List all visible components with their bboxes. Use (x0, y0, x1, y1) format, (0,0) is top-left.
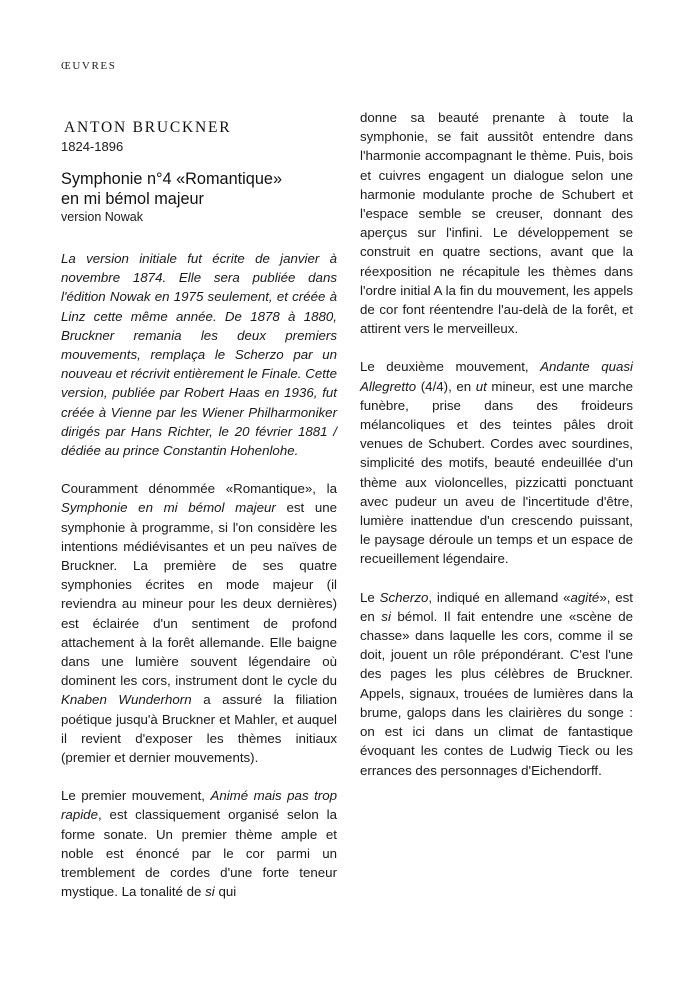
italic-text: Scherzo (379, 589, 429, 605)
right-column (360, 108, 633, 780)
text-run: , est classiquement organisé selon la forme sonate. Un premier thème ample et noble est énoncé par le cor parmi un tremblement de cordes d'une forte teneur mystique. La tonalité de (61, 807, 337, 900)
work-title-line-1: Symphonie n°4 «Romantique» (61, 170, 283, 188)
text-run: bémol. Il fait entendre une «scène de chasse» dans laquelle les cors, comme il se doit, jouent un rôle prépondérant. C'est l'une des pages les plus célèbres de Bruckner. Appels, signaux, trouées de lumières dans la brume, galops dans les clairières du songe : on est ici dans un climat de fantastique évoquant les contes de Ludwig Tieck ou les errances des personnages d'Eichendorff. (360, 608, 633, 778)
section-header: ŒUVRES (61, 60, 117, 72)
italic-text: Animé mais pas trop rapide (61, 788, 337, 823)
text-run: Le (360, 589, 380, 605)
text-run: qui (214, 884, 237, 900)
text-run: , indiqué en allemand « (428, 589, 571, 605)
composer-dates: 1824-1896 (61, 139, 124, 154)
text-run: Le premier mouvement, (61, 788, 211, 804)
work-title (61, 169, 337, 209)
text-run: (4/4), en (416, 378, 476, 394)
text-run: est une symphonie à programme, si l'on considère les intentions médiévisantes et un peu naïves de Bruckner. La première de ses quatre symphonies écrites en mode majeur (il reviendra au mineur pour les deux dernières) est éclairée d'un sentiment de profond attachement à la forêt allemande. Elle baigne dans une lumière souvent légendaire où dominent les cors, instrument dont le cycle du (61, 500, 338, 689)
italic-text: agité (570, 589, 600, 605)
text-run: a assuré la filiation poétique jusqu'à Bruckner et Mahler, et auquel il revient d'exposer les thèmes initiaux (premier et dernier mouvements). (61, 692, 337, 766)
text-run: mineur, est une marche funèbre, prise dans des froideurs mélancoliques et des teintes pâles droit venues de Schubert. Cordes avec sourdines, simplicité des motifs, beauté endeuillée d'un thème aux violoncelles, pizzicatti ponctuant avec pudeur un aveu de l'incertitude d'être, lumière inattendue d'un crescendo puissant, le paysage déroule un temps et un espace de recueillement légendaire. (360, 378, 633, 567)
italic-text: si (205, 884, 215, 900)
work-title-line-2: en mi bémol majeur (61, 190, 204, 208)
italic-text: Andante quasi Allegretto (360, 359, 633, 394)
text-run: Le deuxième mouvement, (360, 359, 541, 375)
paragraph-first-movement (61, 786, 337, 901)
intro-paragraph: La version initiale fut écrite de janvier à novembre 1874. Elle sera publiée dans l'édition Nowak en 1975 seulement, et créée à Linz cette même année. De 1878 à 1880, Bruckner remania les deux premiers mouvements, remplaça le Scherzo par un nouveau et récrivit entièrement le Finale. Cette version, publiée par Robert Haas en 1936, fut créée à Vienne par les Wiener Philharmoniker dirigés par Hans Richter, le 20 février 1881 / dédiée au prince Constantin Hohenlohe. (61, 251, 337, 459)
paragraph-continuation: donne sa beauté prenante à toute la symphonie, se fait aussitôt entendre dans l'harmonie accompagnant le thème. Puis, bois et cuivres engagent un dialogue selon une harmonie modulante proche de Schubert et l'espace semble se creuser, donnant des aperçus sur l'infini. Le développement se construit en quatre sections, avant que la réexposition ne récapitule les thèmes dans l'ordre initial A la fin du mouvement, les appels de cor font réentendre l'au-delà de la forêt, et attirent vers le merveilleux. (360, 110, 633, 337)
version-note: version Nowak (61, 210, 143, 224)
italic-text: Symphonie en mi bémol majeur (61, 500, 276, 516)
paragraph-scherzo (360, 588, 633, 780)
italic-text: si (381, 608, 391, 624)
paragraph-second-movement (360, 357, 633, 568)
italic-text: Knaben Wunderhorn (61, 692, 192, 708)
composer-name: ANTON BRUCKNER (64, 119, 232, 136)
paragraph-romantique (61, 479, 337, 767)
text-run: Couramment dénommée «Romantique», la (61, 481, 337, 497)
left-column (61, 108, 337, 902)
italic-text: ut (475, 378, 487, 394)
text-run: », est en (360, 589, 633, 624)
